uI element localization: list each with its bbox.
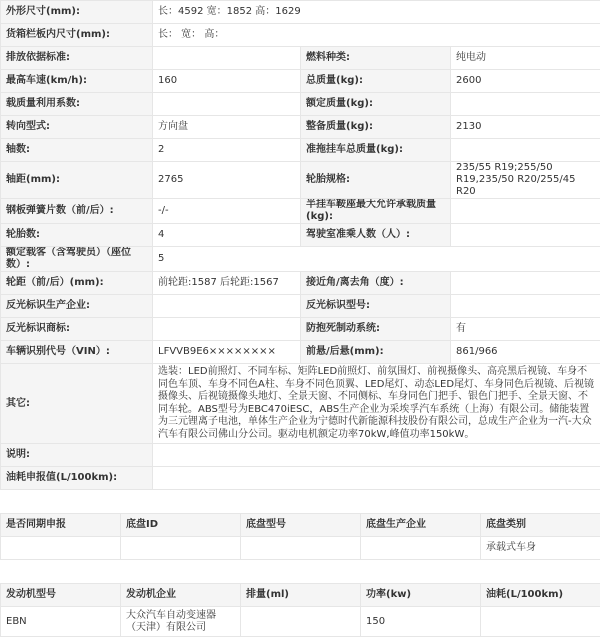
engine-header: 排量(ml) [241, 584, 361, 607]
spec-row [1, 116, 600, 139]
spec-value [451, 93, 600, 116]
engine-header-row [1, 584, 600, 607]
spec-row [1, 24, 600, 47]
chassis-cell [361, 537, 481, 560]
spec-row [1, 444, 600, 467]
chassis-cell: 承载式车身 [481, 537, 600, 560]
spec-value: 2 [153, 139, 301, 162]
spec-value [153, 444, 600, 467]
spec-label: 车辆识别代号（VIN）: [1, 341, 153, 364]
spec-label: 燃料种类: [301, 47, 451, 70]
spec-label: 额定载客（含驾驶员）（座位数）: [1, 247, 153, 272]
spec-row [1, 224, 600, 247]
spec-value: 160 [153, 70, 301, 93]
spec-value [153, 93, 301, 116]
spec-value [153, 47, 301, 70]
spec-row [1, 295, 600, 318]
spec-value [451, 272, 600, 295]
spec-row [1, 93, 600, 116]
engine-header: 油耗(L/100km) [481, 584, 600, 607]
spec-value [153, 295, 301, 318]
chassis-header: 是否同期申报 [1, 514, 121, 537]
spec-row [1, 272, 600, 295]
spec-row [1, 364, 600, 444]
engine-cell [481, 607, 600, 637]
chassis-header: 底盘型号 [241, 514, 361, 537]
spec-label: 说明: [1, 444, 153, 467]
spec-label: 轮胎数: [1, 224, 153, 247]
chassis-cell [241, 537, 361, 560]
spec-value: 长：4592 宽：1852 高：1629 [153, 1, 600, 24]
spec-row [1, 318, 600, 341]
spec-label: 防抱死制动系统: [301, 318, 451, 341]
spec-label: 轴距(mm): [1, 162, 153, 199]
spec-label: 整备质量(kg): [301, 116, 451, 139]
engine-row [1, 607, 600, 637]
spec-label: 接近角/离去角（度）: [301, 272, 451, 295]
spec-value: -/- [153, 199, 301, 224]
spec-value: 2765 [153, 162, 301, 199]
spec-label: 排放依据标准: [1, 47, 153, 70]
engine-cell: EBN [1, 607, 121, 637]
spec-label: 轮距（前/后）(mm): [1, 272, 153, 295]
chassis-header: 底盘生产企业 [361, 514, 481, 537]
engine-header: 发动机企业 [121, 584, 241, 607]
spec-label: 反光标识生产企业: [1, 295, 153, 318]
spec-label: 钢板弹簧片数（前/后）: [1, 199, 153, 224]
spec-value: 前轮距:1587 后轮距:1567 [153, 272, 301, 295]
spec-value: 5 [153, 247, 600, 272]
spec-row [1, 199, 600, 224]
chassis-row [1, 537, 600, 560]
spec-value: 2600 [451, 70, 600, 93]
spec-value: 861/966 [451, 341, 600, 364]
spec-row [1, 341, 600, 364]
spec-value [451, 199, 600, 224]
spec-label: 货箱栏板内尺寸(mm): [1, 24, 153, 47]
spec-label: 轮胎规格: [301, 162, 451, 199]
spec-value [153, 318, 301, 341]
engine-cell: 150 [361, 607, 481, 637]
spec-value [451, 295, 600, 318]
spec-label: 前悬/后悬(mm): [301, 341, 451, 364]
section-gap [0, 490, 600, 513]
engine-header: 功率(kw) [361, 584, 481, 607]
spec-value: 2130 [451, 116, 600, 139]
spec-label: 最高车速(km/h): [1, 70, 153, 93]
spec-value: 方向盘 [153, 116, 301, 139]
spec-value [153, 467, 600, 490]
spec-row [1, 139, 600, 162]
spec-label: 反光标识商标: [1, 318, 153, 341]
spec-label: 外形尺寸(mm): [1, 1, 153, 24]
spec-row [1, 247, 600, 272]
spec-row [1, 70, 600, 93]
vin-value: LFVVB9E6×××××××× [153, 341, 301, 364]
spec-label: 其它: [1, 364, 153, 444]
chassis-header-row [1, 514, 600, 537]
spec-value [451, 224, 600, 247]
spec-value: 纯电动 [451, 47, 600, 70]
spec-value: 长： 宽： 高： [153, 24, 600, 47]
engine-cell: 大众汽车自动变速器（天津）有限公司 [121, 607, 241, 637]
spec-label: 额定质量(kg): [301, 93, 451, 116]
spec-label: 驾驶室准乘人数（人）: [301, 224, 451, 247]
spec-label: 半挂车鞍座最大允许承载质量(kg): [301, 199, 451, 224]
spec-row [1, 1, 600, 24]
spec-value: 235/55 R19;255/50 R19,235/50 R20/255/45 R20 [451, 162, 600, 199]
engine-header: 发动机型号 [1, 584, 121, 607]
spec-label: 油耗申报值(L/100km): [1, 467, 153, 490]
spec-value [451, 139, 600, 162]
spec-row [1, 467, 600, 490]
engine-table [0, 583, 600, 637]
spec-label: 准拖挂车总质量(kg): [301, 139, 451, 162]
chassis-header: 底盘ID [121, 514, 241, 537]
spec-value: 4 [153, 224, 301, 247]
engine-cell [241, 607, 361, 637]
spec-value: 有 [451, 318, 600, 341]
section-gap [0, 560, 600, 583]
spec-label: 载质量利用系数: [1, 93, 153, 116]
chassis-header: 底盘类别 [481, 514, 600, 537]
chassis-table [0, 513, 600, 560]
spec-label: 轴数: [1, 139, 153, 162]
spec-label: 总质量(kg): [301, 70, 451, 93]
spec-label: 转向型式: [1, 116, 153, 139]
spec-label: 反光标识型号: [301, 295, 451, 318]
spec-row [1, 162, 600, 199]
chassis-cell [1, 537, 121, 560]
chassis-cell [121, 537, 241, 560]
other-notes-value: 选装：LED前照灯、不同车标、矩阵LED前照灯、前氛围灯、前视摄像头、高亮黑后视镜、车身不同色车顶、车身不同色A柱、车身不同色顶翼、LED尾灯、动态LED尾灯、车身同色后视镜、后视镜摄像头、后视镜摄像头地灯、全景天窗、不同侧标、车身同色门把手、银色门把手、全景天窗、不同车轮。ABS型号为EBC470iESC，ABS生产企业为采埃孚汽车系统（上海）有限公司。储能装置为三元锂离子电池，单体生产企业为宁德时代新能源科技股份有限公司，总成生产企业为一汽-大众汽车有限公司佛山分公司。驱动电机额定功率70kW,峰值功率150kW。 [153, 364, 600, 444]
spec-row [1, 47, 600, 70]
